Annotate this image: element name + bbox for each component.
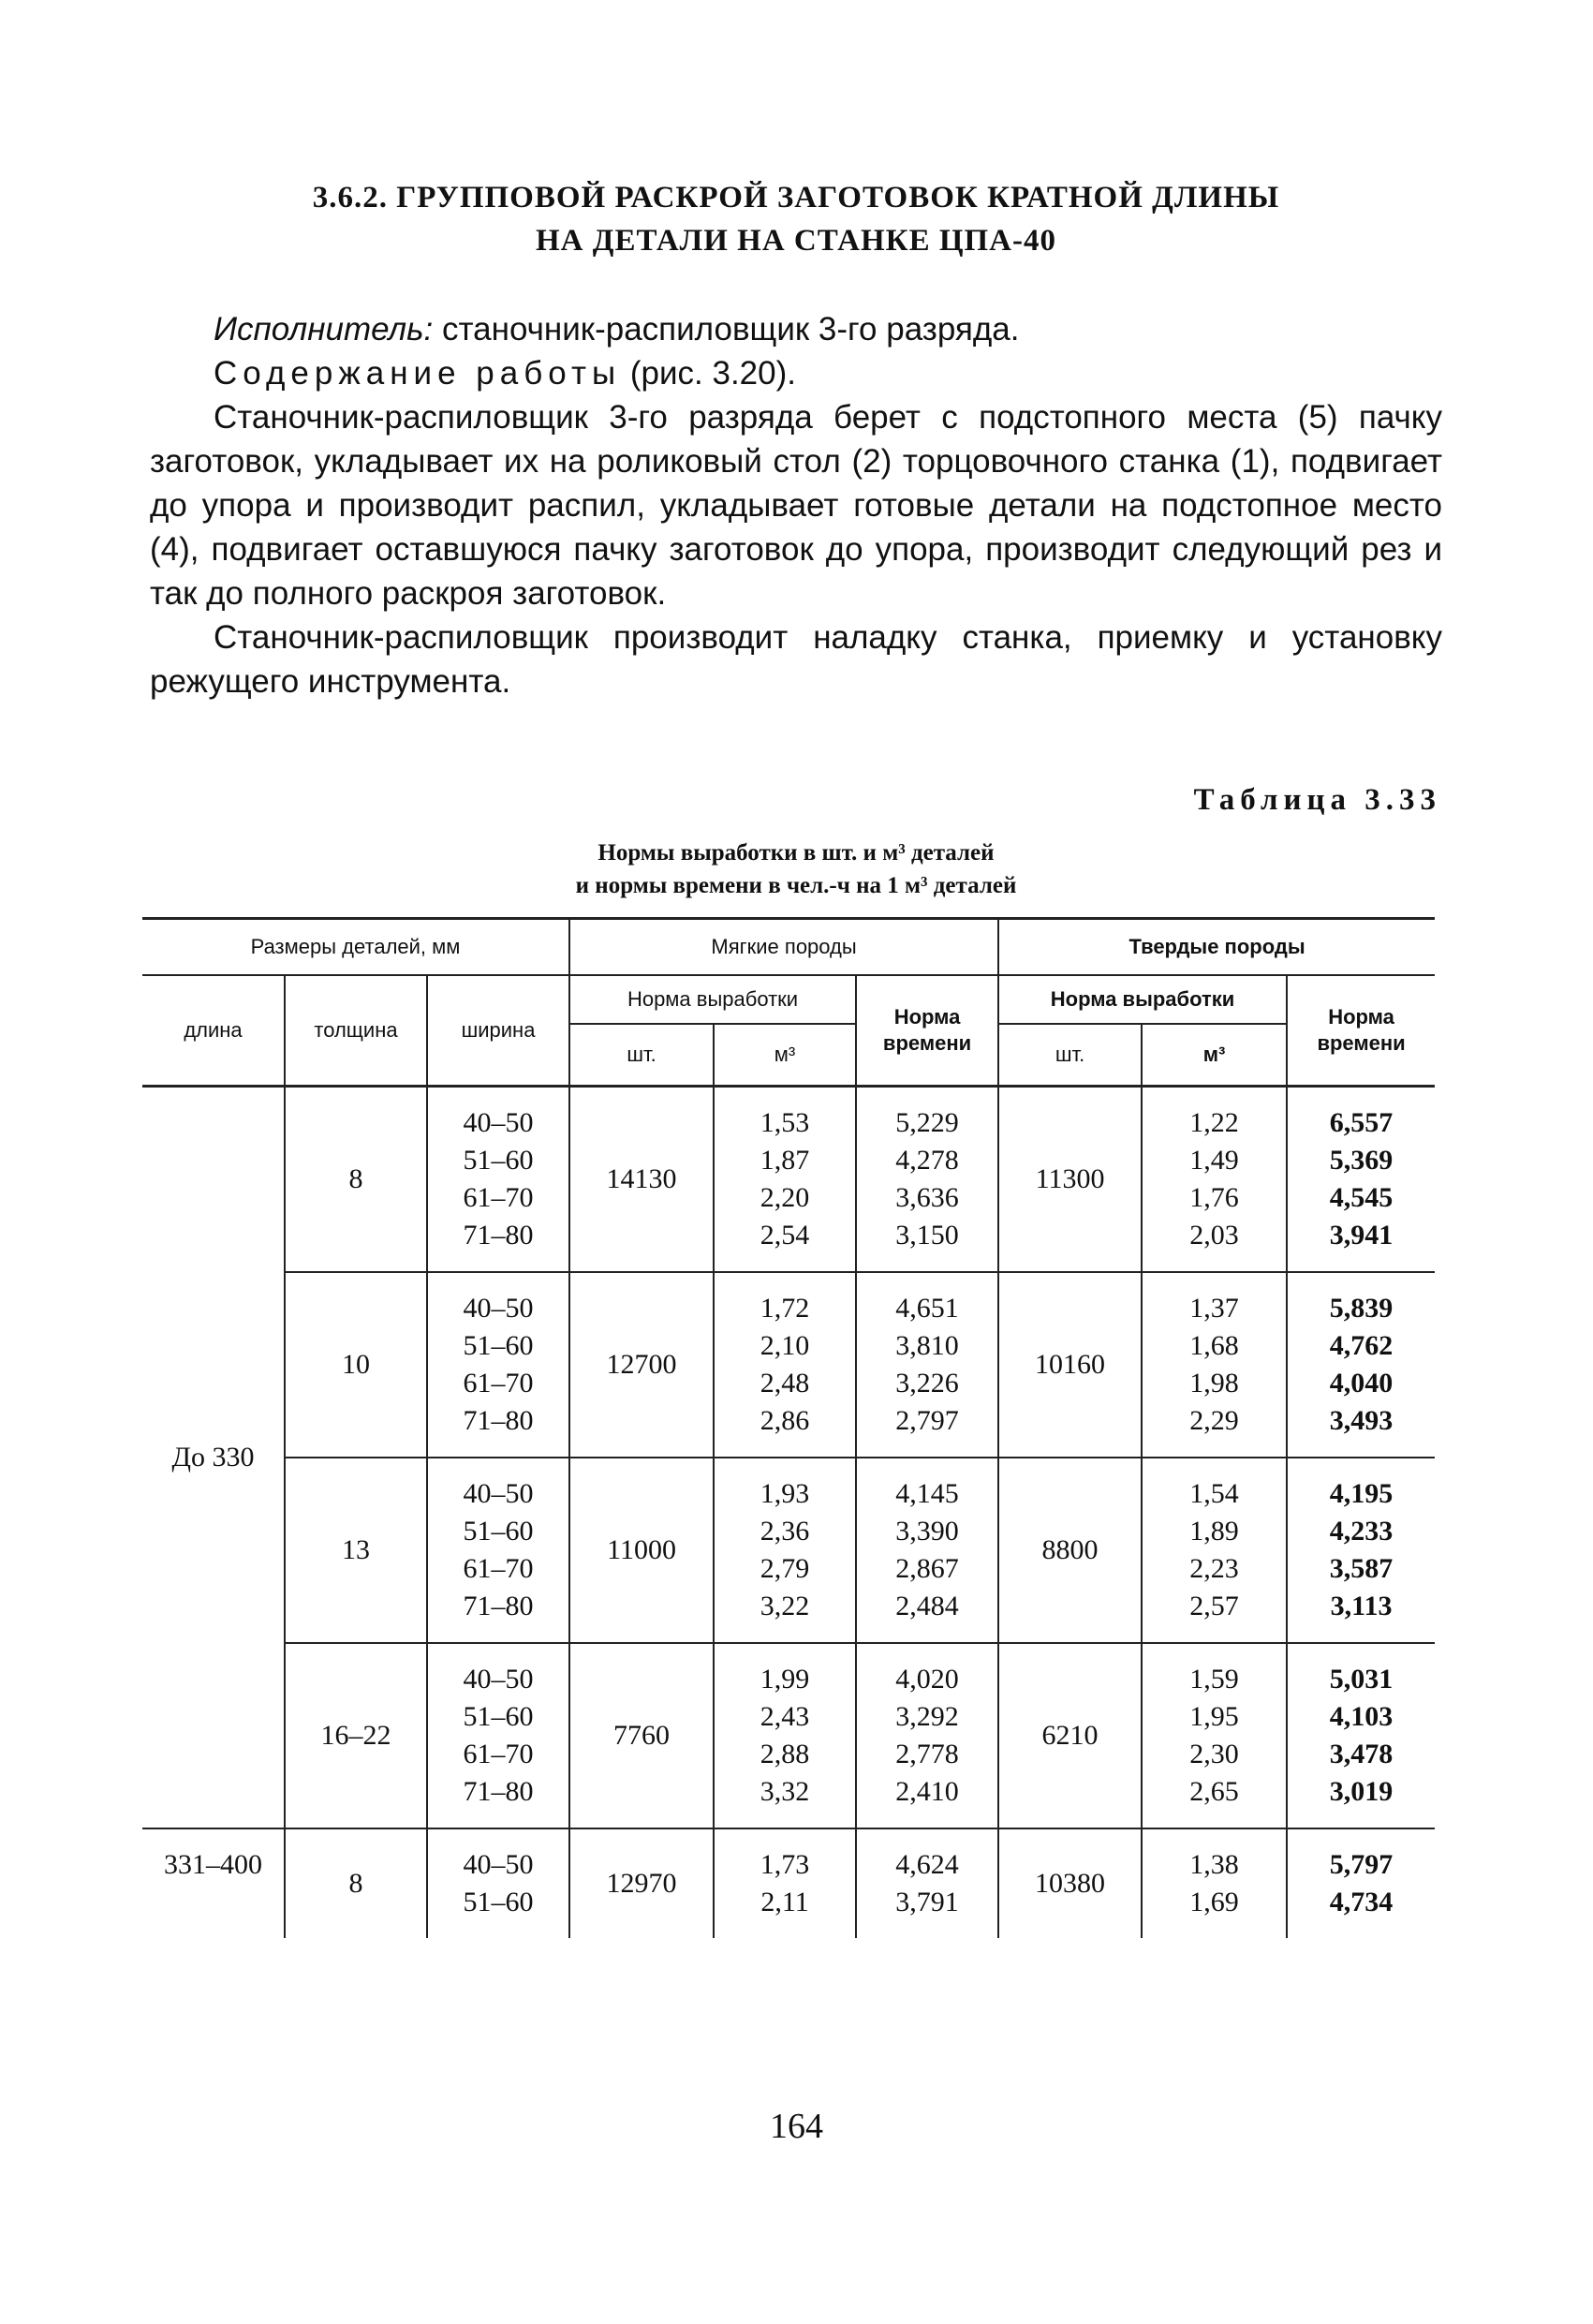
content-paragraph <box>150 351 1442 395</box>
width-cell-item: 71–80 <box>463 1591 534 1621</box>
width-cell-item: 40–50 <box>463 1478 534 1509</box>
width-cell <box>427 1087 569 1273</box>
soft-time-cell <box>856 1272 998 1458</box>
soft-m3-cell-item: 2,43 <box>760 1701 810 1732</box>
soft-pcs-cell <box>569 1643 714 1828</box>
soft-m3-cell-item: 2,36 <box>760 1516 810 1547</box>
executor-label: Исполнитель: <box>214 311 434 348</box>
soft-time-cell-item: 3,791 <box>895 1887 959 1917</box>
soft-m3-cell-item: 2,10 <box>760 1330 810 1361</box>
table-label: Таблица 3.33 <box>1193 783 1441 817</box>
soft-m3-cell <box>714 1828 856 1938</box>
hard-m3-cell-item: 1,89 <box>1189 1516 1239 1547</box>
width-cell-item: 40–50 <box>463 1664 534 1695</box>
width-cell <box>427 1643 569 1828</box>
soft-m3-cell-item: 3,22 <box>760 1591 810 1621</box>
table-row <box>142 1828 1435 1938</box>
width-cell-item: 61–70 <box>463 1553 534 1584</box>
header-hard: Твердые породы <box>998 919 1435 976</box>
soft-time-cell-item: 4,020 <box>895 1664 959 1695</box>
hard-m3-cell-item: 1,54 <box>1189 1478 1239 1509</box>
hard-m3-cell-item: 2,57 <box>1189 1591 1239 1621</box>
section-title-line-2: НА ДЕТАЛИ НА СТАНКЕ ЦПА-40 <box>536 224 1056 258</box>
executor-value: станочник-распиловщик 3-го разряда. <box>442 311 1020 348</box>
hard-m3-cell-item: 1,95 <box>1189 1701 1239 1732</box>
soft-time-cell-item: 4,278 <box>895 1145 959 1176</box>
width-cell-item: 61–70 <box>463 1368 534 1399</box>
header-soft-m3: м³ <box>714 1024 856 1087</box>
soft-m3-cell <box>714 1643 856 1828</box>
soft-time-cell <box>856 1458 998 1643</box>
thickness-cell-value: 13 <box>342 1534 370 1565</box>
soft-time-cell <box>856 1828 998 1938</box>
width-cell-item: 40–50 <box>463 1293 534 1324</box>
soft-time-cell-item: 3,292 <box>895 1701 959 1732</box>
hard-time-cell <box>1287 1643 1435 1828</box>
header-soft-time: Норма времени <box>856 975 998 1087</box>
hard-time-cell-item: 3,587 <box>1329 1553 1394 1584</box>
hard-time-cell <box>1287 1458 1435 1643</box>
hard-pcs-cell-value: 10380 <box>1035 1868 1106 1899</box>
hard-time-cell-item: 4,195 <box>1329 1478 1394 1509</box>
width-cell-item: 51–60 <box>463 1516 534 1547</box>
section-title <box>150 176 1442 262</box>
width-cell-item: 71–80 <box>463 1220 534 1251</box>
hard-m3-cell-item: 2,29 <box>1189 1405 1239 1436</box>
hard-m3-cell <box>1142 1643 1287 1828</box>
norms-table <box>142 917 1435 1938</box>
hard-m3-cell-item: 1,98 <box>1189 1368 1239 1399</box>
thickness-cell-value: 8 <box>348 1163 363 1194</box>
width-cell <box>427 1458 569 1643</box>
soft-time-cell-item: 4,145 <box>895 1478 959 1509</box>
table-caption-line-2: и нормы времени в чел.-ч на 1 м³ деталей <box>575 873 1017 898</box>
hard-pcs-cell-value: 10160 <box>1035 1349 1106 1380</box>
soft-time-cell-item: 2,484 <box>895 1591 959 1621</box>
hard-time-cell <box>1287 1828 1435 1938</box>
hard-m3-cell-item: 1,37 <box>1189 1293 1239 1324</box>
soft-m3-cell-item: 2,54 <box>760 1220 810 1251</box>
hard-time-cell-item: 5,031 <box>1329 1664 1394 1695</box>
soft-m3-cell-item: 2,48 <box>760 1368 810 1399</box>
table-row <box>142 1087 1435 1273</box>
soft-m3-cell-item: 1,93 <box>760 1478 810 1509</box>
width-cell-item: 40–50 <box>463 1849 534 1880</box>
hard-m3-cell-item: 1,49 <box>1189 1145 1239 1176</box>
header-soft: Мягкие породы <box>569 919 998 976</box>
hard-time-cell-item: 4,040 <box>1329 1368 1394 1399</box>
page-number: 164 <box>770 2107 823 2146</box>
executor-paragraph <box>150 307 1442 351</box>
hard-time-cell <box>1287 1087 1435 1273</box>
soft-time-cell-item: 3,810 <box>895 1330 959 1361</box>
soft-m3-cell-item: 2,88 <box>760 1739 810 1769</box>
soft-pcs-cell <box>569 1458 714 1643</box>
hard-time-cell-item: 4,734 <box>1329 1887 1394 1917</box>
hard-m3-cell-item: 1,59 <box>1189 1664 1239 1695</box>
thickness-cell <box>285 1828 427 1938</box>
content-label: Содержание работы <box>214 355 622 392</box>
width-cell-item: 40–50 <box>463 1107 534 1138</box>
soft-pcs-cell-value: 11000 <box>607 1534 676 1565</box>
hard-m3-cell-item: 1,22 <box>1189 1107 1239 1138</box>
soft-pcs-cell-value: 7760 <box>613 1720 671 1751</box>
width-cell-item: 71–80 <box>463 1776 534 1807</box>
header-hard-time: Норма времени <box>1287 975 1435 1087</box>
hard-m3-cell <box>1142 1458 1287 1643</box>
hard-time-cell-item: 5,369 <box>1329 1145 1394 1176</box>
content-ref: (рис. 3.20). <box>629 355 796 392</box>
paragraph-1: Станочник-распиловщик 3-го разряда берет с подстопного места (5) пачку заготовок, укладывает их на роликовый стол (2) торцовочного станка (1), подвигает до упора и производит распил, укладывает готовые детали на подстопное место (4), подвигает оставшуюся пачку заготовок до упора, производит следующий рез и так до полного раскроя заготовок. <box>150 399 1442 612</box>
soft-time-cell-item: 3,226 <box>895 1368 959 1399</box>
soft-m3-cell-item: 2,20 <box>760 1182 810 1213</box>
soft-time-cell-item: 3,636 <box>895 1182 959 1213</box>
table-caption <box>150 836 1442 902</box>
hard-pcs-cell <box>998 1643 1142 1828</box>
header-hard-pcs: шт. <box>998 1024 1142 1087</box>
header-hard-output: Норма выработки <box>998 975 1287 1024</box>
hard-time-cell <box>1287 1272 1435 1458</box>
hard-m3-cell <box>1142 1828 1287 1938</box>
width-cell-item: 51–60 <box>463 1701 534 1732</box>
hard-m3-cell-item: 1,76 <box>1189 1182 1239 1213</box>
soft-pcs-cell <box>569 1087 714 1273</box>
soft-pcs-cell <box>569 1828 714 1938</box>
body-text <box>150 307 1442 703</box>
soft-m3-cell-item: 3,32 <box>760 1776 810 1807</box>
hard-m3-cell-item: 2,30 <box>1189 1739 1239 1769</box>
hard-m3-cell-item: 1,38 <box>1189 1849 1239 1880</box>
width-cell <box>427 1828 569 1938</box>
table-caption-line-1: Нормы выработки в шт. и м³ деталей <box>597 840 995 866</box>
hard-time-cell-item: 5,839 <box>1329 1293 1394 1324</box>
header-length: длина <box>142 975 285 1087</box>
section-title-line-1: 3.6.2. ГРУППОВОЙ РАСКРОЙ ЗАГОТОВОК КРАТНОЙ ДЛИНЫ <box>312 181 1280 215</box>
hard-m3-cell <box>1142 1272 1287 1458</box>
soft-pcs-cell-value: 12700 <box>606 1349 677 1380</box>
length-cell: 331–400 <box>142 1828 285 1938</box>
soft-m3-cell-item: 1,99 <box>760 1664 810 1695</box>
soft-m3-cell-item: 2,79 <box>760 1553 810 1584</box>
soft-m3-cell <box>714 1458 856 1643</box>
soft-pcs-cell-value: 14130 <box>606 1163 677 1194</box>
header-sizes: Размеры деталей, мм <box>142 919 569 976</box>
hard-m3-cell-item: 1,69 <box>1189 1887 1239 1917</box>
soft-time-cell-item: 2,797 <box>895 1405 959 1436</box>
thickness-cell-value: 16–22 <box>320 1720 391 1751</box>
table-row <box>142 1272 1435 1458</box>
hard-pcs-cell-value: 6210 <box>1041 1720 1099 1751</box>
hard-pcs-cell-value: 11300 <box>1035 1163 1105 1194</box>
thickness-cell <box>285 1087 427 1273</box>
soft-time-cell-item: 3,390 <box>895 1516 959 1547</box>
width-cell-item: 71–80 <box>463 1405 534 1436</box>
soft-time-cell <box>856 1643 998 1828</box>
soft-m3-cell-item: 1,73 <box>760 1849 810 1880</box>
width-cell-item: 51–60 <box>463 1330 534 1361</box>
hard-time-cell-item: 4,233 <box>1329 1516 1394 1547</box>
hard-time-cell-item: 3,941 <box>1329 1220 1394 1251</box>
thickness-cell-value: 8 <box>348 1868 363 1899</box>
table-row <box>142 1458 1435 1643</box>
soft-m3-cell-item: 1,87 <box>760 1145 810 1176</box>
soft-m3-cell <box>714 1272 856 1458</box>
soft-time-cell-item: 4,651 <box>895 1293 959 1324</box>
soft-time-cell-item: 4,624 <box>895 1849 959 1880</box>
hard-pcs-cell-value: 8800 <box>1041 1534 1099 1565</box>
soft-time-cell-item: 3,150 <box>895 1220 959 1251</box>
hard-m3-cell <box>1142 1087 1287 1273</box>
hard-m3-cell-item: 2,03 <box>1189 1220 1239 1251</box>
thickness-cell <box>285 1643 427 1828</box>
thickness-cell <box>285 1272 427 1458</box>
soft-m3-cell-item: 2,11 <box>760 1887 809 1917</box>
table-row <box>142 1643 1435 1828</box>
soft-m3-cell-item: 2,86 <box>760 1405 810 1436</box>
hard-pcs-cell <box>998 1087 1142 1273</box>
header-thickness: толщина <box>285 975 427 1087</box>
hard-time-cell-item: 3,493 <box>1329 1405 1394 1436</box>
soft-m3-cell <box>714 1087 856 1273</box>
hard-pcs-cell <box>998 1828 1142 1938</box>
hard-pcs-cell <box>998 1458 1142 1643</box>
soft-time-cell-item: 2,867 <box>895 1553 959 1584</box>
hard-pcs-cell <box>998 1272 1142 1458</box>
table-header <box>142 919 1435 1087</box>
hard-m3-cell-item: 2,23 <box>1189 1553 1239 1584</box>
thickness-cell <box>285 1458 427 1643</box>
header-hard-m3: м³ <box>1142 1024 1287 1087</box>
soft-pcs-cell-value: 12970 <box>606 1868 677 1899</box>
width-cell-item: 51–60 <box>463 1887 534 1917</box>
hard-time-cell-item: 3,019 <box>1329 1776 1394 1807</box>
soft-time-cell-item: 2,778 <box>895 1739 959 1769</box>
hard-m3-cell-item: 1,68 <box>1189 1330 1239 1361</box>
hard-time-cell-item: 6,557 <box>1329 1107 1394 1138</box>
hard-m3-cell-item: 2,65 <box>1189 1776 1239 1807</box>
hard-time-cell-item: 4,762 <box>1329 1330 1394 1361</box>
soft-time-cell-item: 5,229 <box>895 1107 959 1138</box>
table-body <box>142 1087 1435 1939</box>
width-cell-item: 51–60 <box>463 1145 534 1176</box>
width-cell-item: 61–70 <box>463 1182 534 1213</box>
thickness-cell-value: 10 <box>342 1349 370 1380</box>
hard-time-cell-item: 5,797 <box>1329 1849 1394 1880</box>
hard-time-cell-item: 4,103 <box>1329 1701 1394 1732</box>
soft-time-cell-item: 2,410 <box>895 1776 959 1807</box>
hard-time-cell-item: 3,478 <box>1329 1739 1394 1769</box>
hard-time-cell-item: 4,545 <box>1329 1182 1394 1213</box>
header-soft-pcs: шт. <box>569 1024 714 1087</box>
paragraph-2: Станочник-распиловщик производит наладку станка, приемку и установку режущего инструмента. <box>150 619 1442 700</box>
width-cell-item: 61–70 <box>463 1739 534 1769</box>
hard-time-cell-item: 3,113 <box>1330 1591 1393 1621</box>
soft-pcs-cell <box>569 1272 714 1458</box>
length-cell: До 330 <box>142 1087 285 1829</box>
header-soft-output: Норма выработки <box>569 975 856 1024</box>
width-cell <box>427 1272 569 1458</box>
header-width: ширина <box>427 975 569 1087</box>
soft-m3-cell-item: 1,53 <box>760 1107 810 1138</box>
soft-time-cell <box>856 1087 998 1273</box>
soft-m3-cell-item: 1,72 <box>760 1293 810 1324</box>
